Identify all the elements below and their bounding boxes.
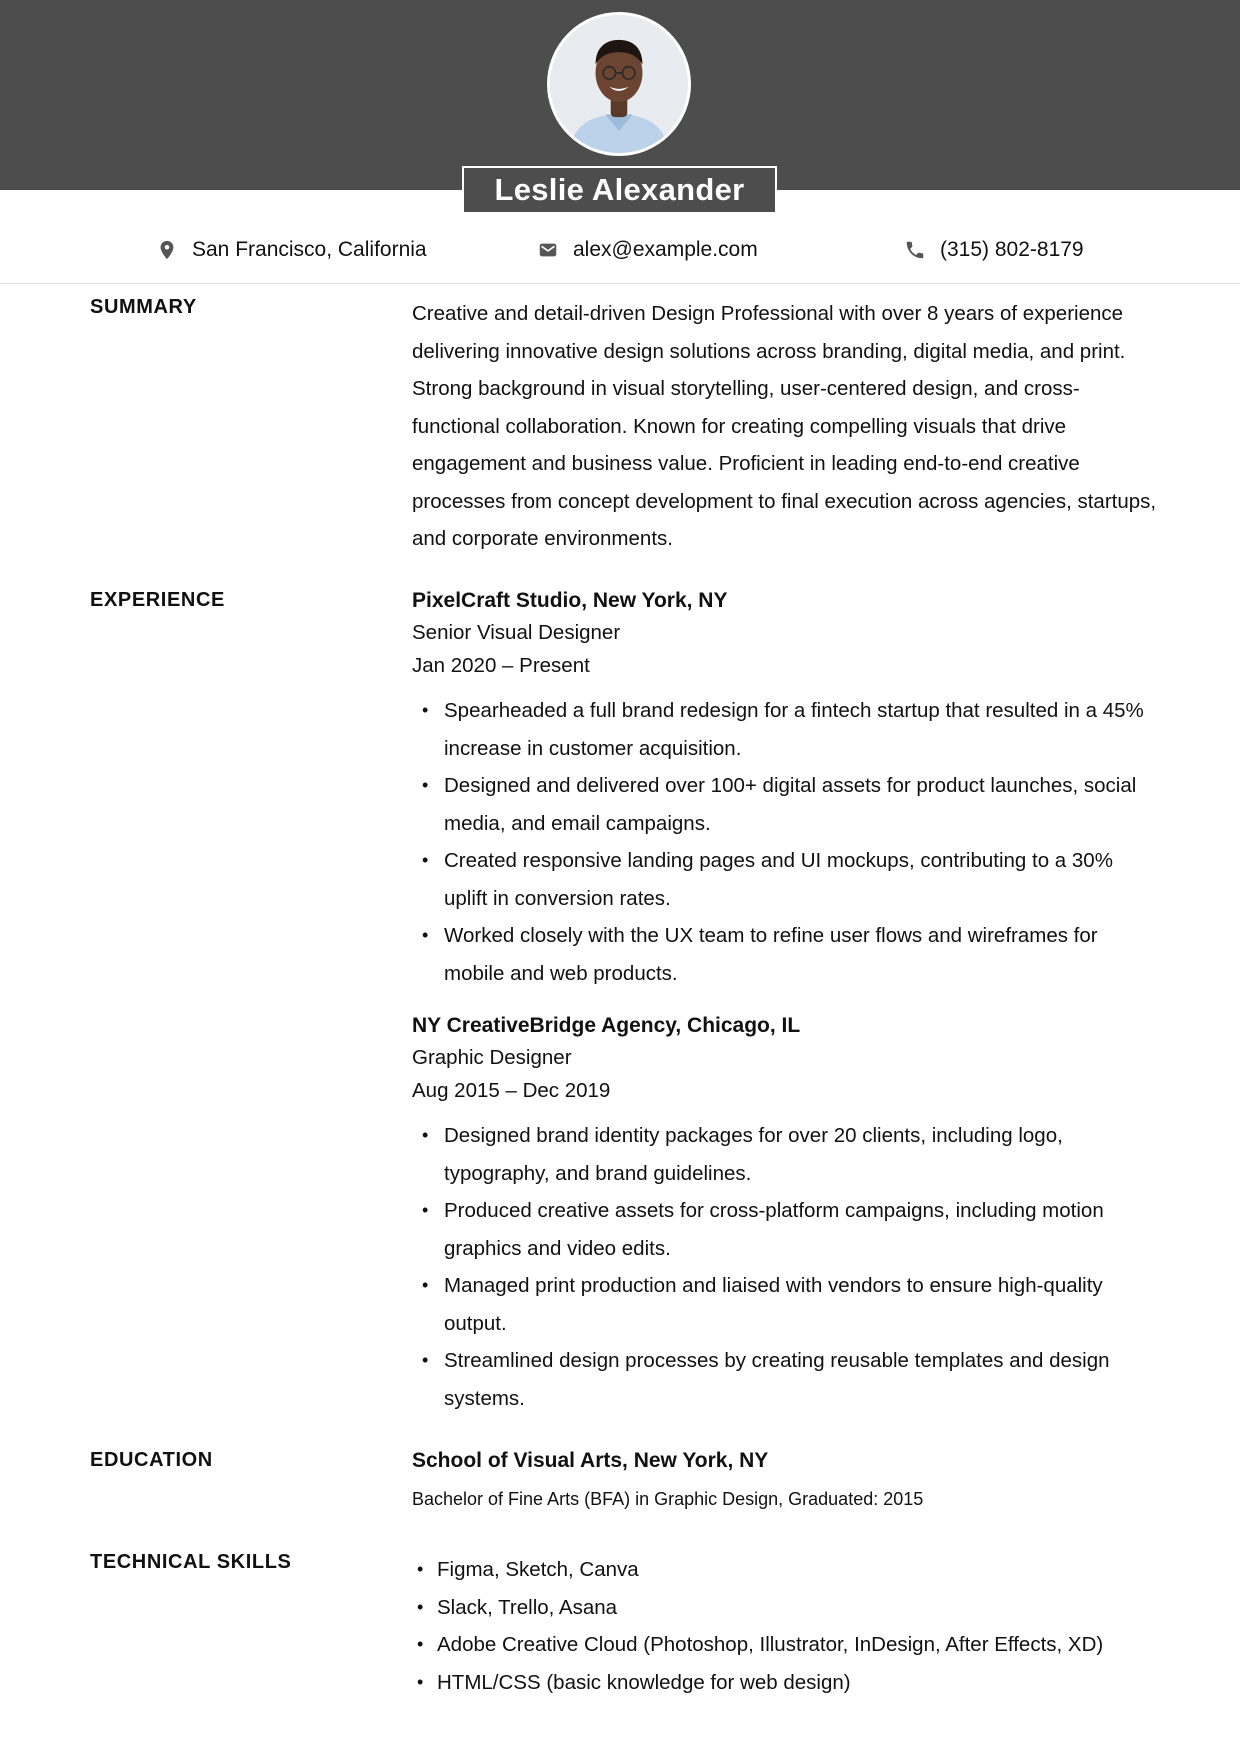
skill-item: • Adobe Creative Cloud (Photoshop, Illustrator, InDesign, After Effects, XD) (412, 1626, 1157, 1664)
education-school: School of Visual Arts, New York, NY (412, 1449, 769, 1472)
location-text: San Francisco, California (192, 238, 427, 261)
location-pin-icon (156, 239, 178, 261)
header-divider (0, 283, 1240, 284)
skills-section (412, 1551, 1157, 1701)
skill-item: • Figma, Sketch, Canva (412, 1551, 1157, 1589)
envelope-icon (537, 239, 559, 261)
job-role: Senior Visual Designer (412, 621, 621, 644)
experience-heading: EXPERIENCE (90, 589, 225, 611)
job-role: Graphic Designer (412, 1046, 572, 1069)
job-dates: Aug 2015 – Dec 2019 (412, 1079, 611, 1102)
education-heading: EDUCATION (90, 1449, 213, 1471)
email-link[interactable]: alex@example.com (573, 238, 758, 261)
summary-section (412, 295, 1157, 558)
phone-icon (904, 239, 926, 261)
education-degree: Bachelor of Fine Arts (BFA) in Graphic Design, Graduated: 2015 (412, 1489, 924, 1509)
job-company: NY CreativeBridge Agency, Chicago, IL (412, 1014, 801, 1037)
avatar (547, 12, 691, 156)
job-bullet: • Managed print production and liaised with vendors to ensure high-quality output. (412, 1267, 1157, 1342)
job-bullet: • Created responsive landing pages and UI mockups, contributing to a 30% uplift in conversion rates. (412, 842, 1157, 917)
skill-item: • HTML/CSS (basic knowledge for web design) (412, 1664, 1157, 1702)
contact-location (156, 232, 427, 268)
summary-heading: SUMMARY (90, 296, 197, 318)
skills-list (412, 1551, 1157, 1701)
job-bullet: • Spearheaded a full brand redesign for a fintech startup that resulted in a 45% increase in customer acquisition. (412, 692, 1157, 767)
job-bullet: • Designed and delivered over 100+ digital assets for product launches, social media, and email campaigns. (412, 767, 1157, 842)
job-bullet: • Designed brand identity packages for over 20 clients, including logo, typography, and brand guidelines. (412, 1117, 1157, 1192)
job-bullets (412, 692, 1157, 992)
job-dates: Jan 2020 – Present (412, 654, 590, 677)
phone-text: (315) 802-8179 (940, 238, 1084, 261)
contact-email (537, 232, 758, 268)
skills-heading: TECHNICAL SKILLS (90, 1551, 292, 1573)
job-entry (412, 586, 1157, 992)
skill-item: • Slack, Trello, Asana (412, 1589, 1157, 1627)
education-section (412, 1446, 1157, 1514)
job-company: PixelCraft Studio, New York, NY (412, 589, 728, 612)
job-bullet: • Streamlined design processes by creating reusable templates and design systems. (412, 1342, 1157, 1417)
job-bullet: • Produced creative assets for cross-platform campaigns, including motion graphics and video edits. (412, 1192, 1157, 1267)
profile-photo (550, 15, 688, 153)
contact-phone (904, 232, 1084, 268)
job-bullet: • Worked closely with the UX team to refine user flows and wireframes for mobile and web products. (412, 917, 1157, 992)
candidate-name: Leslie Alexander (462, 166, 777, 214)
job-entry (412, 1011, 1157, 1417)
job-bullets (412, 1117, 1157, 1417)
summary-text: Creative and detail-driven Design Professional with over 8 years of experience delivering innovative design solutions across branding, digital media, and print. Strong background in visual storytelling, user-centered design, and cross-functional collaboration. Known for creating compelling visuals that drive engagement and business value. Proficient in leading end-to-end creative processes from concept development to final execution across agencies, startups, and corporate environments. (412, 302, 1157, 550)
